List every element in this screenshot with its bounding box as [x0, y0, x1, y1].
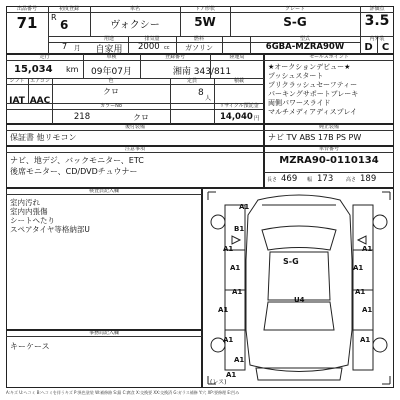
label-sales-points: セールスポイント	[309, 54, 349, 60]
label-interior-exterior: 内外装	[369, 36, 385, 42]
plate: 湘南 343/811	[172, 67, 232, 77]
length: 469	[281, 174, 298, 184]
interior-grade: D	[364, 42, 373, 53]
label-office: 事務局記入欄	[88, 330, 119, 336]
month-unit: 月	[74, 44, 81, 52]
label-basic-equipment: 純正装備	[318, 124, 339, 130]
label-grade: グレード	[284, 6, 305, 12]
lease-mark: (レス)	[210, 379, 227, 386]
grade: S-G	[283, 15, 307, 29]
damage-code: A1	[232, 288, 243, 296]
label-mileage: 走行	[39, 54, 50, 60]
sales-point-item: 両側パワースライド	[268, 99, 331, 107]
km-unit: km	[66, 65, 79, 74]
damage-code: A1	[223, 336, 234, 344]
label-doors: ドア形状	[195, 6, 215, 12]
label-legal: 陸運局	[229, 54, 245, 60]
usage: 自家用	[95, 45, 123, 55]
car-name: ヴォクシー	[110, 20, 160, 31]
label-options: 後付装備	[124, 124, 145, 130]
cc-unit: cc	[164, 45, 170, 51]
damage-code: U4	[294, 296, 305, 304]
aircon: AAC	[29, 96, 51, 106]
label-plate: 登録番号	[164, 54, 185, 60]
label-color: 色	[108, 78, 114, 84]
damage-code: A1	[223, 245, 234, 253]
damage-code: A1	[218, 306, 229, 314]
model-type: 6GBA-MZRA90W	[265, 42, 345, 52]
shift: IAT	[9, 96, 25, 106]
label-ac: エアコン	[30, 78, 50, 84]
grade-mark: S-G	[283, 257, 299, 266]
damage-legend: A:キズ U:ヘコミ B:ヘコミを伴うキズ P:異色塗装 W:補修跡 S:錆 C:腐食 X:交換要 XX:交換済 G:ガラス補修 Y:穴 XP:要修理 E:凹み	[6, 390, 240, 395]
damage-code: B1	[234, 225, 245, 233]
label-displacement: 排気量	[144, 36, 160, 42]
damage-code: A1	[234, 356, 245, 364]
frame-number: MZRA90-0110134	[279, 155, 379, 166]
label-recycle: リサイクル預託金	[219, 103, 259, 109]
inspector-line: 室内内張傷	[10, 207, 48, 216]
notes-line: ナビ、地デジ、バックモニター、ETC	[10, 156, 144, 165]
damage-code: A1	[230, 264, 241, 272]
options-text: 保証書 他リモコン	[10, 133, 77, 142]
label-capacity: 定員	[186, 78, 197, 84]
year-number: 6	[60, 18, 69, 32]
damage-code: A1	[362, 306, 373, 314]
score: 3.5	[364, 13, 390, 29]
sales-point-item: プッシュスタート	[268, 72, 324, 80]
damage-code: A1	[362, 245, 373, 253]
label-shift: シフト	[9, 78, 25, 84]
sales-point-item: プリクラッシュセーフティー	[268, 81, 358, 89]
sales-point-item: ★オークションデビュー★	[268, 63, 351, 71]
displacement: 2000	[138, 42, 160, 52]
damage-code: A1	[353, 264, 364, 272]
label-width: 幅	[307, 177, 313, 183]
label-inspection: 車検	[106, 54, 117, 60]
label-model-type: 型式	[299, 36, 310, 42]
width: 173	[317, 174, 334, 184]
mileage: 15,034	[14, 64, 53, 75]
height: 189	[360, 174, 377, 184]
label-height: 高さ	[346, 177, 357, 183]
inspector-line: 室内汚れ	[10, 198, 40, 207]
sales-point-item: マルチメディアディスプレイ	[268, 108, 357, 116]
basic-equipment: ナビ TV ABS 17B PS PW	[268, 133, 362, 142]
capacity-unit: 人	[205, 95, 212, 102]
color-no: 218	[73, 112, 91, 122]
label-length: 長さ	[267, 177, 278, 183]
label-lot-no: 出品番号	[16, 6, 37, 12]
color: クロ	[103, 87, 119, 96]
capacity: 8	[198, 88, 204, 98]
damage-code: A1	[226, 371, 237, 379]
door-type: 5W	[194, 15, 216, 29]
fuel: ガソリン	[185, 44, 213, 52]
label-score: 評価点	[369, 6, 385, 12]
office-text: キーケース	[10, 342, 50, 351]
label-inspector: 検査員記入欄	[88, 188, 119, 194]
inspector-line: シートへたり	[10, 216, 55, 225]
label-year: 初度登録	[58, 6, 79, 12]
notes-line: 後席モニター、CD/DVDチュウナー	[10, 167, 138, 176]
inspector-line: スペアタイヤ等格納部U	[10, 225, 90, 234]
label-notes: 注意事項	[124, 146, 145, 152]
label-frame-no: 車台番号	[318, 146, 339, 152]
label-color-no: カラーNo	[100, 103, 122, 109]
color-secondary: クロ	[133, 113, 149, 122]
label-car-name: 車名	[129, 6, 140, 12]
recycle-deposit: 14,040	[220, 112, 253, 122]
label-load: 積載	[233, 78, 244, 84]
era-mark: R	[51, 13, 57, 22]
yen-unit: 円	[254, 116, 260, 122]
month: 7	[62, 42, 68, 51]
inspection-date: 09年07月	[91, 67, 132, 77]
label-usage: 用途	[103, 36, 114, 42]
damage-code: A1	[239, 203, 250, 211]
damage-code: A1	[360, 336, 371, 344]
lot-number: 71	[16, 14, 38, 32]
sales-point-item: パーキングサポートブレーキ	[268, 90, 359, 98]
label-fuel: 燃料	[193, 36, 204, 42]
damage-code: A1	[355, 288, 366, 296]
exterior-grade: C	[381, 42, 390, 53]
